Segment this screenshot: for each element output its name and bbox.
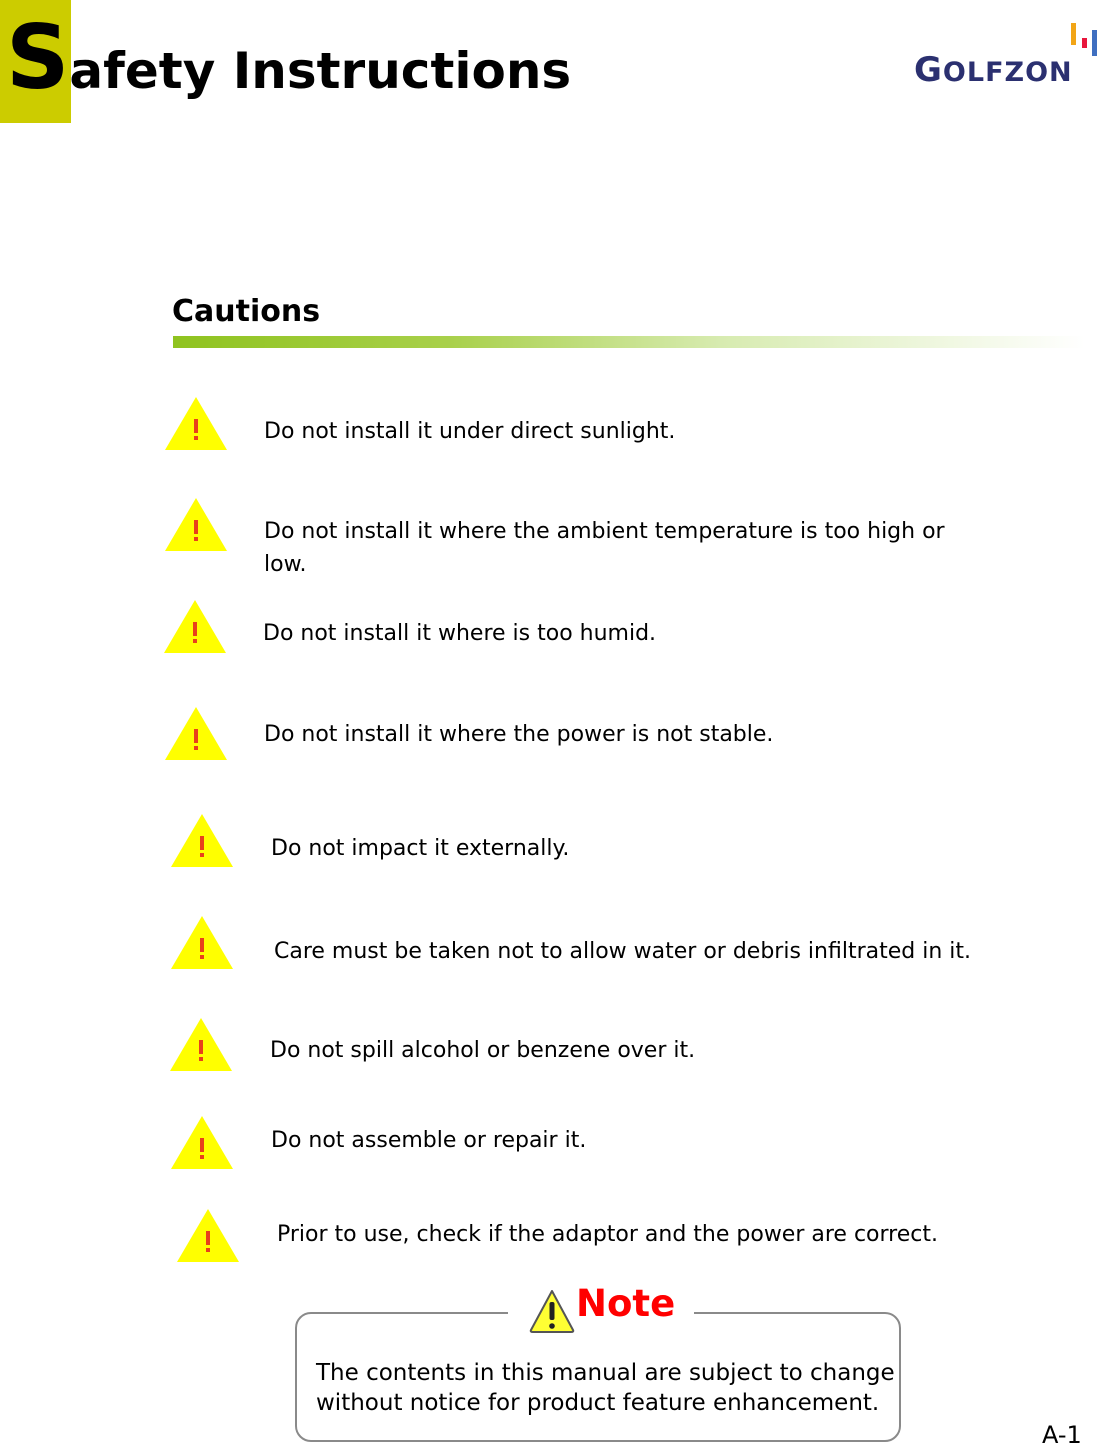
warning-triangle-icon (165, 707, 227, 760)
note-title: Note (576, 1282, 676, 1325)
caution-item-text: Do not spill alcohol or benzene over it. (270, 1038, 696, 1063)
warning-triangle-icon (171, 916, 233, 969)
warning-icon (528, 1288, 576, 1334)
warning-triangle-icon (170, 1018, 232, 1071)
caution-item-text: Do not install it under direct sunlight. (264, 419, 676, 444)
page-title (6, 6, 572, 109)
warning-triangle-icon (171, 814, 233, 867)
warning-triangle-icon (164, 600, 226, 653)
note-text: The contents in this manual are subject to change without notice for product feature enhancement. (316, 1360, 895, 1416)
warning-triangle-icon (171, 1116, 233, 1169)
warning-triangle-icon (165, 498, 227, 551)
caution-item-text: Do not impact it externally. (271, 836, 570, 861)
caution-item-text: Do not install it where the power is not stable. (264, 722, 774, 747)
caution-item-text: Prior to use, check if the adaptor and the power are correct. (277, 1222, 938, 1247)
caution-item-text: Do not install it where is too humid. (263, 621, 657, 646)
section-divider (173, 336, 1085, 348)
section-title: Cautions (172, 294, 321, 329)
caution-item-text: Do not assemble or repair it. (271, 1128, 587, 1153)
page-number: A-1 (1042, 1421, 1082, 1449)
caution-item-text: Care must be taken not to allow water or debris infiltrated in it. (274, 939, 971, 964)
caution-item-text: Do not install it where the ambient temperature is too high or low. (264, 519, 945, 577)
golfzon-logo: GOLFZON (912, 20, 1097, 90)
warning-triangle-icon (165, 397, 227, 450)
title-rest: afety Instructions (69, 42, 572, 100)
warning-triangle-icon (177, 1209, 239, 1262)
title-initial: S (6, 6, 70, 109)
